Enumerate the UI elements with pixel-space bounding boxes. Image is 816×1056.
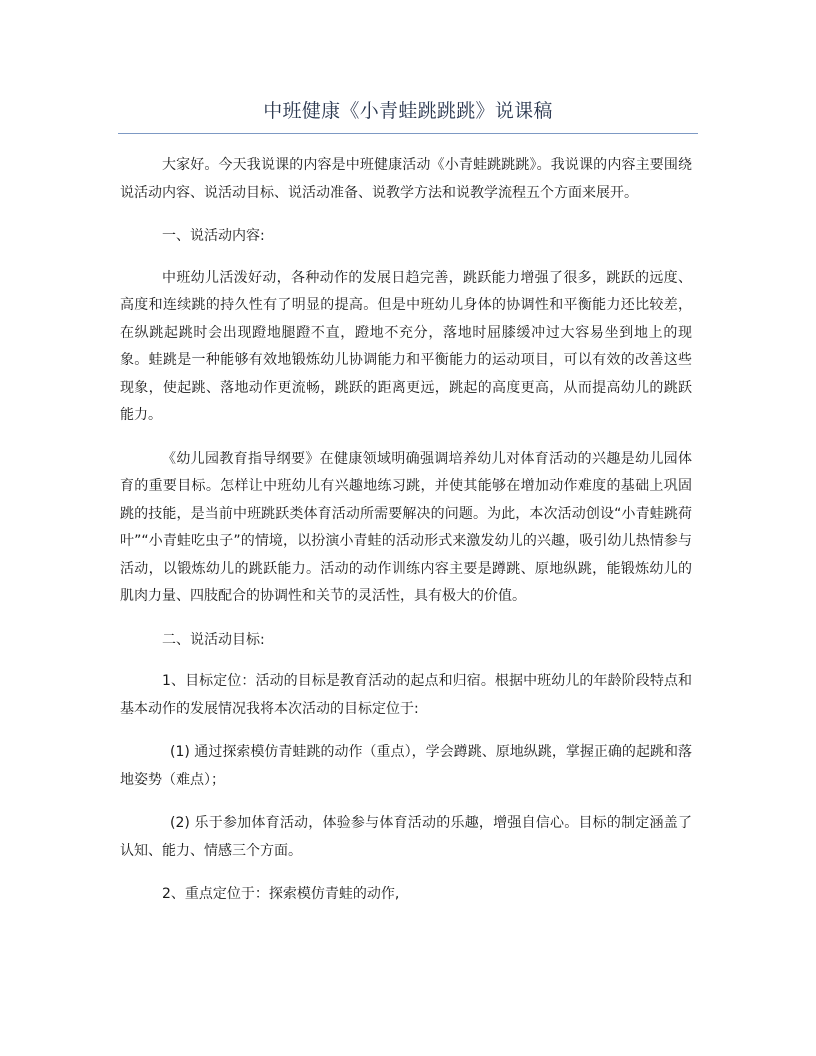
goal-item-2: (2) 乐于参加体育活动，体验参与体育活动的乐趣，增强自信心。目标的制定涵盖了认知、能力、情感三个方面。 [120,815,692,859]
paragraph-guideline: 《幼儿园教育指导纲要》在健康领域明确强调培养幼儿对体育活动的兴趣是幼儿园体育的重要目标。怎样让中班幼儿有兴趣地练习跳，并使其能够在增加动作难度的基础上巩固跳的技能，是当前中班跳跃类体育活动所需要解决的问题。为此，本次活动创设“小青蛙跳荷叶”“小青蛙吃虫子”的情境，以扮演小青蛙的活动形式来激发幼儿的兴趣，吸引幼儿热情参与活动，以锻炼幼儿的跳跃能力。活动的动作训练内容主要是蹲跳、原地纵跳，能锻炼幼儿的肌肉力量、四肢配合的协调性和关节的灵活性，具有极大的价值。 [120,450,692,604]
section-heading-goals: 二、说活动目标: [162,631,265,648]
paragraph-intro: 大家好。今天我说课的内容是中班健康活动《小青蛙跳跳跳》。我说课的内容主要围绕说活动内容、说活动目标、说活动准备、说教学方法和说教学流程五个方面来展开。 [120,157,692,201]
paragraph-key-point: 2、重点定位于：探索模仿青蛙的动作, [162,886,400,902]
document-title: 中班健康《小青蛙跳跳跳》说课稿 [263,100,553,122]
title-divider [118,133,698,134]
paragraph-content-analysis: 中班幼儿活泼好动，各种动作的发展日趋完善，跳跃能力增强了很多，跳跃的远度、高度和连续跳的持久性有了明显的提高。但是中班幼儿身体的协调性和平衡能力还比较差，在纵跳起跳时会出现蹬地腿蹬不直，蹬地不充分，落地时屈膝缓冲过大容易坐到地上的现象。蛙跳是一种能够有效地锻炼幼儿协调能力和平衡能力的运动项目，可以有效的改善这些现象，使起跳、落地动作更流畅，跳跃的距离更远，跳起的高度更高，从而提高幼儿的跳跃能力。 [120,269,692,423]
paragraph-goal-positioning: 1、目标定位：活动的目标是教育活动的起点和归宿。根据中班幼儿的年龄阶段特点和基本动作的发展情况我将本次活动的目标定位于: [120,673,692,717]
goal-item-1: (1) 通过探索模仿青蛙跳的动作（重点），学会蹲跳、原地纵跳，掌握正确的起跳和落地姿势（难点）； [120,744,692,788]
document-body [120,152,692,925]
section-heading-content: 一、说活动内容: [162,228,265,244]
